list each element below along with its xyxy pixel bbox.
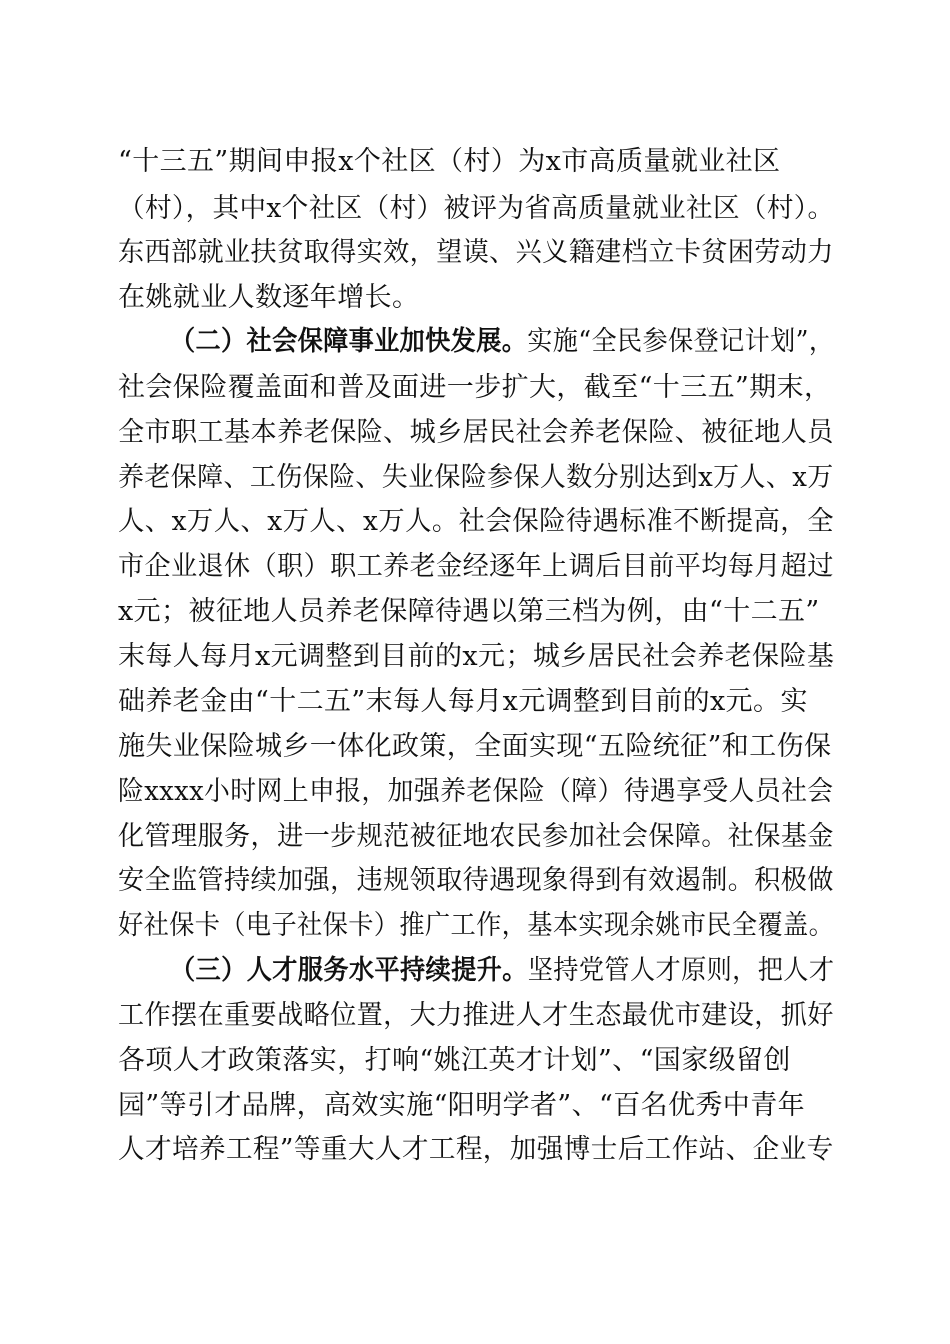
paragraph-2-line-11: 险xxxx小时网上申报，加强养老保险（障）待遇享受人员社会 — [118, 776, 834, 807]
paragraph-2-heading: （二）社会保障事业加快发展。 — [170, 326, 528, 357]
paragraph-1-line-3: 东西部就业扶贫取得实效，望谟、兴义籍建档立卡贫困劳动力 — [118, 237, 834, 268]
paragraph-2-first-line-text: 实施“全民参保登记计划”， — [527, 326, 835, 357]
paragraph-2-line-5: 人、x万人、x万人、x万人。社会保险待遇标准不断提高，全 — [118, 506, 834, 537]
paragraph-2-line-14: 好社保卡（电子社保卡）推广工作，基本实现余姚市民全覆盖。 — [118, 910, 835, 941]
paragraph-2-line-3: 全市职工基本养老保险、城乡居民社会养老保险、被征地人员 — [118, 417, 834, 448]
paragraph-2-line-13: 安全监管持续加强，违规领取待遇现象得到有效遏制。积极做 — [118, 865, 834, 896]
paragraph-2-line-12: 化管理服务，进一步规范被征地农民参加社会保障。社保基金 — [118, 821, 834, 852]
paragraph-3-line-3: 各项人才政策落实，打响“姚江英才计划”、“国家级留创 — [118, 1045, 791, 1076]
paragraph-2-first-line — [170, 322, 835, 362]
paragraph-3-line-4: 园”等引才品牌，高效实施“阳明学者”、“百名优秀中青年 — [118, 1090, 806, 1121]
paragraph-3-heading: （三）人才服务水平持续提升。 — [170, 955, 528, 986]
paragraph-2-line-7: x元；被征地人员养老保障待遇以第三档为例，由“十二五” — [118, 596, 820, 627]
paragraph-3-line-5: 人才培养工程”等重大人才工程，加强博士后工作站、企业专 — [118, 1134, 834, 1165]
paragraph-3-line-2: 工作摆在重要战略位置，大力推进人才生态最优市建设，抓好 — [118, 1000, 834, 1031]
paragraph-1-line-1: “十三五”期间申报x个社区（村）为x市高质量就业社区 — [118, 146, 781, 177]
paragraph-3-first-line-text: 坚持党管人才原则，把人才 — [527, 955, 835, 986]
paragraph-2-line-4: 养老保障、工伤保险、失业保险参保人数分别达到x万人、x万 — [118, 462, 834, 493]
paragraph-2-line-10: 施失业保险城乡一体化政策，全面实现“五险统征”和工伤保 — [118, 731, 832, 762]
paragraph-2-line-2: 社会保险覆盖面和普及面进一步扩大，截至“十三五”期末， — [118, 372, 832, 403]
paragraph-3-first-line — [170, 951, 835, 991]
paragraph-2-line-9: 础养老金由“十二五”末每人每月x元调整到目前的x元。实 — [118, 686, 808, 717]
paragraph-1-line-4: 在姚就业人数逐年增长。 — [118, 282, 420, 313]
paragraph-2-line-6: 市企业退休（职）职工养老金经逐年上调后目前平均每月超过 — [118, 551, 834, 582]
paragraph-2-line-8: 末每人每月x元调整到目前的x元；城乡居民社会养老保险基 — [118, 641, 835, 672]
paragraph-1-line-2: （村），其中x个社区（村）被评为省高质量就业社区（村）。 — [118, 193, 835, 224]
